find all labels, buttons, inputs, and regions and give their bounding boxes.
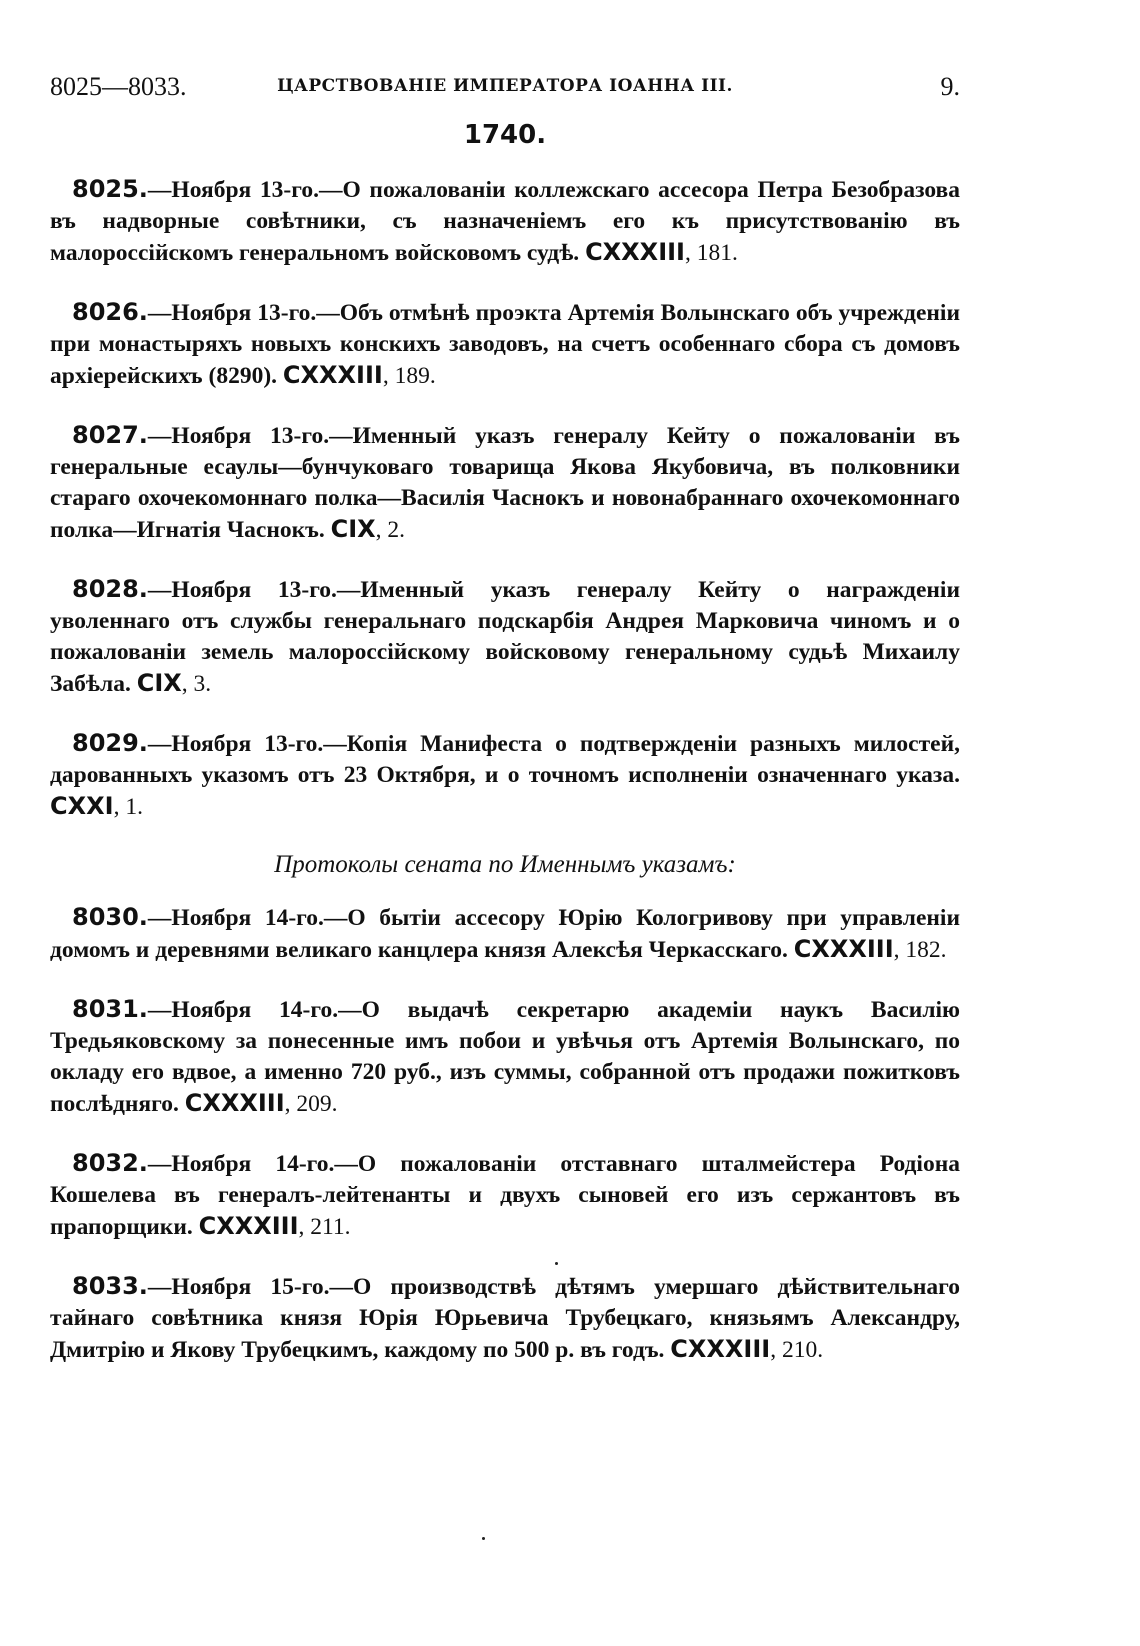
entry-number: 8032. [72, 1149, 148, 1177]
entry-range: 8025—8033. [50, 72, 187, 101]
source-reference: CXXXIII [184, 1089, 285, 1117]
running-header [50, 72, 960, 106]
entry-8033 [50, 1271, 960, 1366]
entry-text: —Ноября 13-го.—Объ отмѣнѣ проэкта Артемія Волынскаго объ учрежденіи при монастыряхъ новыхъ конскихъ заводовъ, на счетъ особеннаго сбора съ домовъ архіерейскихъ (8290). [50, 299, 960, 389]
source-reference: CXXI [50, 791, 114, 820]
source-reference: CIX [136, 668, 182, 697]
entry-8030 [50, 902, 960, 966]
entry-text: —Ноября 14-го.—О бытіи ассесору Юрію Кологривову при управленіи домомъ и деревнями великаго канцлера князя Алексѣя Черкасскаго. [50, 905, 960, 963]
entry-text: —Ноября 13-го.—Именный указъ генералу Кейту о пожалованіи въ генеральные есаулы—бунчуковаго товарища Якова Якубовича, въ полковники стараго охочекомоннаго полка—Василія Часнокъ и новонабраннаго охочекомоннаго полка—Игнатія Часнокъ. [50, 422, 960, 543]
document-page [50, 72, 960, 1394]
page-number: 9. [940, 72, 960, 101]
source-reference: CXXXIII [585, 237, 685, 266]
source-page: , 209. [284, 1091, 338, 1117]
source-page: , 181. [684, 239, 738, 266]
entry-number: 8031. [72, 995, 148, 1023]
source-page: , 210. [770, 1337, 824, 1363]
entry-text: —Ноября 13-го.—О пожалованіи коллежскаго ассесора Петра Безобразова въ надворные совѣтники, съ назначеніемъ его къ присутствованію въ малороссійскомъ генеральномъ войсковомъ судѣ. [50, 176, 960, 266]
entry-number: 8030. [72, 903, 148, 931]
entry-number: 8025. [72, 174, 148, 203]
entry-number: 8027. [72, 420, 148, 449]
entry-number: 8026. [72, 297, 148, 326]
year-heading: 1740. [463, 120, 547, 150]
source-page: , 189. [382, 362, 436, 389]
source-page: , 182. [893, 937, 947, 963]
entry-8028 [50, 574, 960, 700]
entry-8032 [50, 1148, 960, 1243]
source-page: , 3. [181, 670, 212, 697]
source-reference: CXXXIII [793, 935, 894, 963]
entry-text: —Ноября 14-го.—О выдачѣ секретарю академіи наукъ Василію Тредьяковскому за понесенные имъ побои и увѣчья отъ Артемія Волынскаго, по окладу его вдвое, а именно 720 руб., изъ суммы, собранной отъ продажи пожитковъ послѣдняго. [50, 997, 960, 1117]
source-reference: CXXXIII [282, 360, 383, 389]
entry-text: —Ноября 13-го.—Именный указъ генералу Кейту о награжденіи уволеннаго отъ службы генеральнаго подскарбія Андрея Марковича чиномъ и о пожалованіи земель малороссійскому войсковому генеральному судьѣ Михаилу Забѣла. [50, 576, 960, 697]
entry-number: 8029. [72, 728, 148, 757]
entry-number: 8028. [72, 574, 148, 603]
source-reference: CXXXIII [670, 1335, 771, 1363]
source-page: , 1. [113, 793, 143, 820]
entry-text: —Ноября 15-го.—О производствѣ дѣтямъ умершаго дѣйствительнаго тайнаго совѣтника князя Юрія Юрьевича Трубецкаго, князьямъ Александру, Дмитрію и Якову Трубецкимъ, каждому по 500 р. въ годъ. [50, 1274, 960, 1363]
entry-8031 [50, 994, 960, 1120]
source-reference: CIX [330, 514, 376, 543]
source-page: , 211. [298, 1214, 351, 1240]
scan-speck [482, 1537, 485, 1540]
entry-8025 [50, 174, 960, 269]
source-page: , 2. [375, 516, 406, 543]
entry-8026 [50, 297, 960, 392]
entry-8027 [50, 420, 960, 546]
entry-number: 8033. [72, 1272, 148, 1300]
scan-speck [555, 1262, 558, 1265]
running-title: ЦАРСТВОВАНІЕ ИМПЕРАТОРА ІОАННА III. [277, 76, 733, 96]
source-reference: CXXXIII [198, 1212, 299, 1240]
entry-8029 [50, 728, 960, 823]
entry-text: —Ноября 14-го.—О пожалованіи отставнаго шталмейстера Родіона Кошелева въ генералъ-лейтенанты и двухъ сыновей его изъ сержантовъ въ прапорщики. [50, 1151, 960, 1240]
section-heading: Протоколы сената по Именнымъ указамъ: [274, 850, 736, 878]
entry-text: —Ноября 13-го.—Копія Манифеста о подтвержденіи разныхъ милостей, дарованныхъ указомъ отъ 23 Октября, и о точномъ исполненіи означеннаго указа. [50, 730, 960, 788]
